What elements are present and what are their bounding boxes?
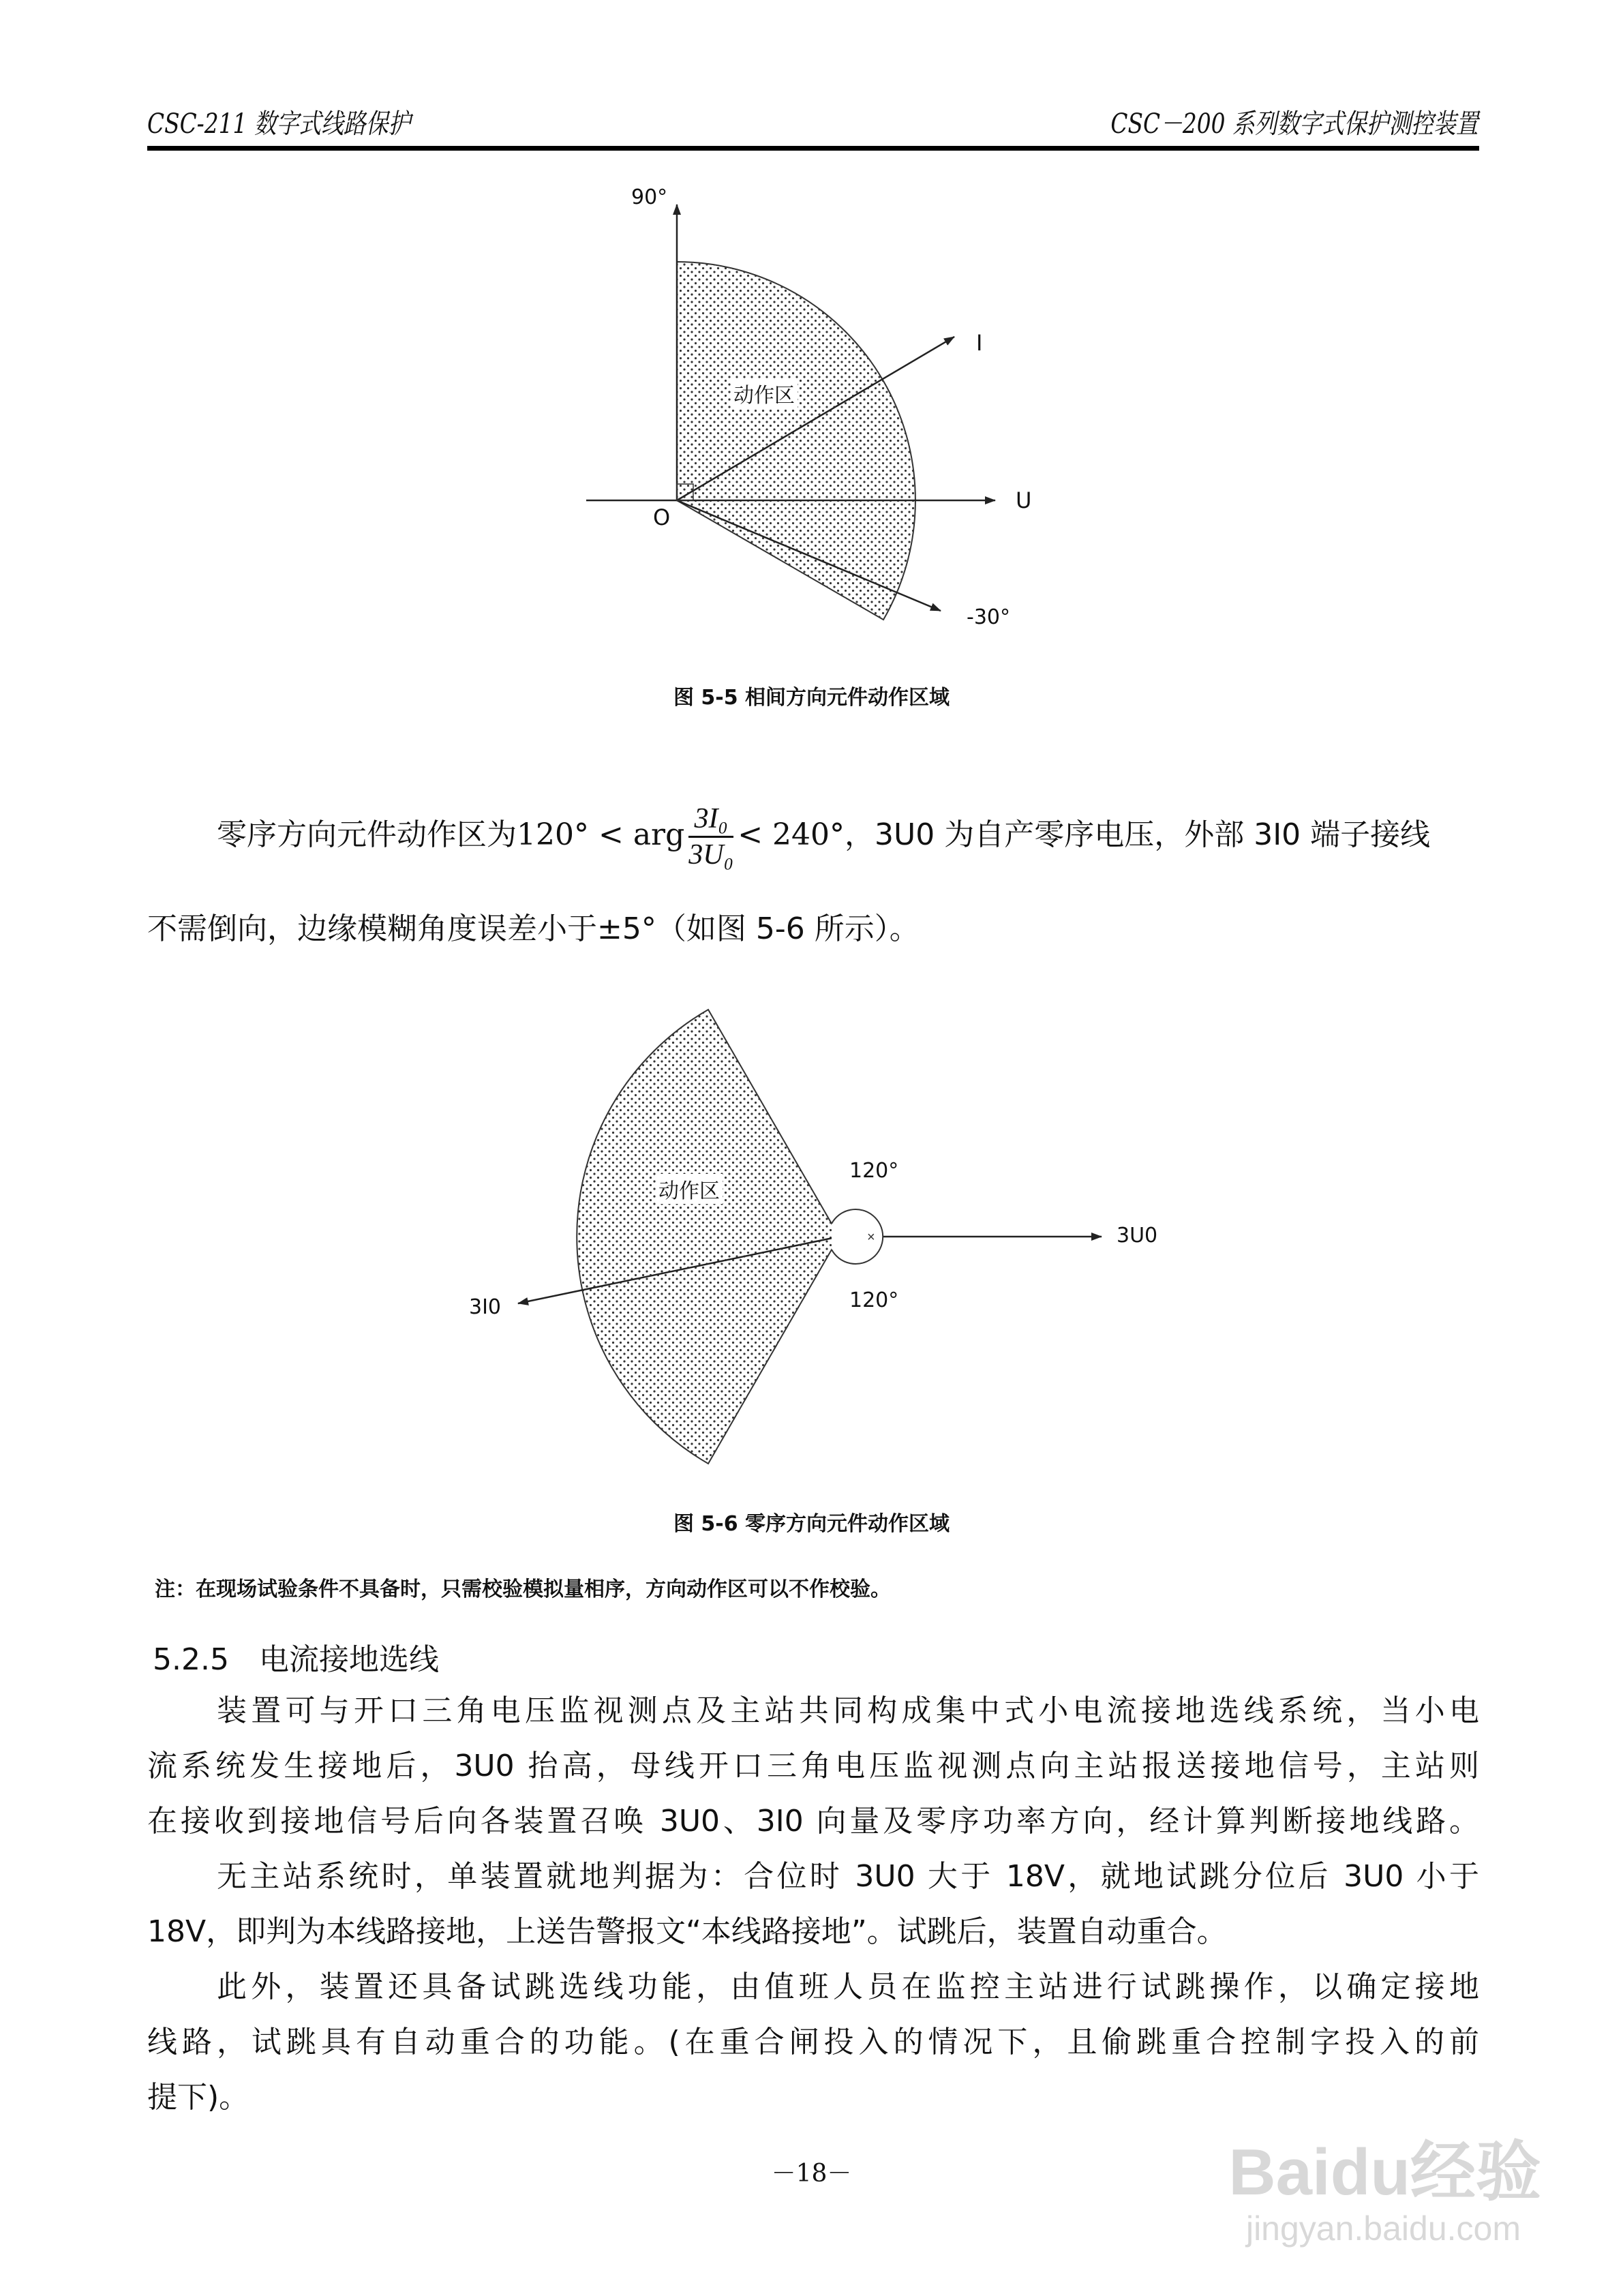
figure-5-6-diagram [0, 954, 1623, 1500]
section-title: 电流接地选线 [258, 1642, 439, 1677]
paragraph-line: 在接收到接地信号后向各装置召唤 3U0、3I0 向量及零序功率方向，经计算判断接地线路。 [147, 1804, 1479, 1839]
paragraph-line: 线路，试跳具有自动重合的功能。(在重合闸投入的情况下，且偷跳重合控制字投入的前 [147, 2025, 1479, 2059]
label-120-top: 120° [849, 1159, 899, 1183]
figure-5-6-caption: 图 5-6 零序方向元件动作区域 [673, 1512, 950, 1536]
header-right-title: CSC－200 系列数字式保护测控装置 [1110, 108, 1478, 140]
baidu-watermark-logo: Baidu经验 [1228, 2136, 1541, 2209]
paragraph-line: 无主站系统时，单装置就地判据为：合位时 3U0 大于 18V，就地试跳分位后 3U0 小于 [217, 1859, 1479, 1894]
label-minus30: -30° [967, 605, 1010, 629]
paragraph-line: 装置可与开口三角电压监视测点及主站共同构成集中式小电流接地选线系统，当小电 [217, 1693, 1479, 1728]
angle-arc [832, 1209, 883, 1264]
zero-seq-action-zone [577, 1010, 839, 1464]
figure-5-5-caption: 图 5-5 相间方向元件动作区域 [673, 686, 950, 710]
formula-denominator: 3U₀ [688, 839, 734, 871]
formula-fraction [688, 802, 733, 872]
label-3u0: 3U0 [1117, 1224, 1158, 1248]
note: 注：在现场试验条件不具备时，只需校验模拟量相序，方向动作区可以不作校验。 [155, 1577, 891, 1601]
page-number: －18－ [771, 2160, 852, 2188]
zone-label-5-6: 动作区 [656, 1174, 723, 1204]
paragraph-line: 提下)。 [147, 2080, 249, 2115]
formula-prefix: 零序方向元件动作区为 [217, 817, 517, 852]
cross-mark: × [867, 1230, 875, 1245]
label-i: I [976, 330, 983, 356]
action-zone-sector [677, 262, 915, 620]
formula-numerator: 3I₀ [688, 802, 733, 838]
formula-suffix: ，3U0 为自产零序电压，外部 3I0 端子接线 [845, 817, 1431, 852]
label-origin: O [653, 504, 671, 530]
paragraph-line: 流系统发生接地后，3U0 抬高，母线开口三角电压监视测点向主站报送接地信号，主站则 [147, 1749, 1479, 1783]
label-u: U [1016, 487, 1032, 513]
formula-upper-bound: < 240° [738, 817, 845, 852]
section-heading [153, 1635, 439, 1678]
header-left-title: CSC-211 数字式线路保护 [147, 108, 411, 140]
formula-lower-bound: 120° < arg [517, 817, 685, 852]
formula-line-2: 不需倒向，边缘模糊角度误差小于±5°（如图 5-6 所示）。 [147, 911, 920, 946]
paragraph-line: 此外，装置还具备试跳选线功能，由值班人员在监控主站进行试跳操作，以确定接地 [217, 1969, 1479, 2004]
baidu-watermark-url: jingyan.baidu.com [1245, 2209, 1521, 2248]
label-3i0: 3I0 [469, 1295, 502, 1319]
label-120-bottom: 120° [849, 1288, 899, 1312]
formula-line [217, 798, 1430, 873]
label-90: 90° [631, 185, 668, 209]
zone-label: 动作区 [731, 378, 798, 408]
figure-5-5-diagram [0, 0, 1623, 682]
paragraph-line: 18V，即判为本线路接地，上送告警报文“本线路接地”。试跳后，装置自动重合。 [147, 1914, 1227, 1949]
section-number: 5.2.5 [153, 1642, 229, 1677]
